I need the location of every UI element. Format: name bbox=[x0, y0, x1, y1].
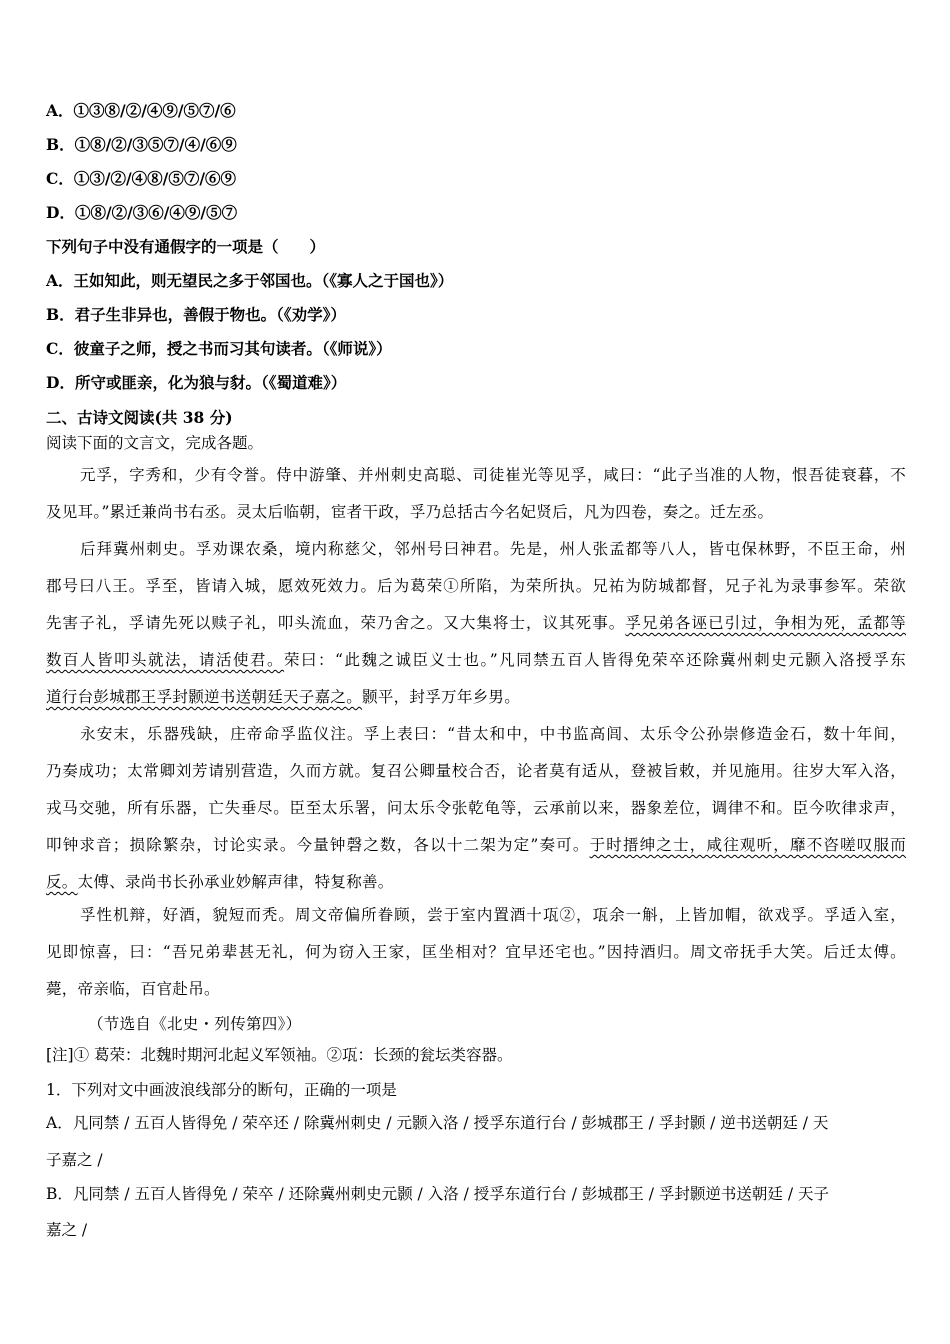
wavy-underlined-text: 道行台彭城郡王孚封颢逆书送朝廷天子嘉之。 bbox=[46, 688, 363, 706]
option-label: B． bbox=[46, 305, 75, 324]
q1-option-a-cont[interactable]: 子嘉之 / bbox=[46, 1151, 103, 1169]
option-label: D． bbox=[46, 203, 75, 222]
prev-option-c[interactable] bbox=[46, 170, 236, 189]
section-instruction: 阅读下面的文言文，完成各题。 bbox=[46, 434, 264, 452]
option-label: A． bbox=[46, 1114, 73, 1132]
tongjia-option-a[interactable] bbox=[46, 272, 453, 291]
option-text: ①⑧/②/③⑥/④⑨/⑤⑦ bbox=[74, 203, 238, 222]
q1-option-b[interactable] bbox=[46, 1185, 829, 1204]
tongjia-option-d[interactable] bbox=[46, 374, 346, 393]
tongjia-option-c[interactable] bbox=[46, 340, 392, 359]
passage-line bbox=[46, 614, 906, 633]
q1-option-a[interactable] bbox=[46, 1114, 828, 1133]
passage-text: 颢平，封孚万年乡男。 bbox=[362, 688, 521, 706]
passage-line: 永安末，乐器残缺，庄帝命孚监仪注。孚上表曰：“昔太和中，中书监高闾、太乐令公孙崇修造金石，数十年间， bbox=[80, 725, 906, 743]
passage-text: 先害子礼，孚请先死以赎子礼，叩头流血，荣乃舍之。又大集将士，议其死事。 bbox=[46, 614, 626, 632]
prev-option-d[interactable] bbox=[46, 204, 237, 223]
option-text: 彼童子之师，授之书而习其句读者。（《师说》） bbox=[73, 339, 392, 358]
q1-option-b-cont[interactable]: 嘉之 / bbox=[46, 1221, 88, 1239]
passage-line bbox=[46, 651, 906, 670]
passage-line: 元孚，字秀和，少有令誉。侍中游肇、并州刺史高聪、司徒崔光等见孚，咸曰：“此子当准的人物，恨吾徒衰暮，不 bbox=[80, 466, 906, 484]
passage-text: 太傅、录尚书长孙承业妙解声律，特复称善。 bbox=[77, 873, 394, 891]
passage-text: 叩钟求音；损除繁杂，讨论实录。今量钟磬之数，各以十二架为定”奏可。 bbox=[46, 836, 590, 854]
option-text: ①③⑧/②/④⑨/⑤⑦/⑥ bbox=[73, 101, 236, 120]
passage-source: （节选自《北史・列传第四》） bbox=[88, 1015, 302, 1033]
tongjia-option-b[interactable] bbox=[46, 306, 346, 325]
passage-line: 郡号曰八王。孚至，皆请入城，愿效死效力。后为葛荣①所陷，为荣所执。兄祐为防城都督，兄子礼为录事参军。荣欲 bbox=[46, 577, 906, 595]
straight-underlined-text: 于时搢绅之士，咸往观听，靡不咨嗟叹服而 bbox=[589, 836, 907, 854]
passage-line: 薨，帝亲临，百官赴吊。 bbox=[46, 980, 220, 998]
passage-line: 见即惊喜，曰：“吾兄弟辈甚无礼，何为窃入王家，匡坐相对？宜早还宅也。”因持酒归。周文帝抚手大笑。后迁太傅。 bbox=[46, 943, 906, 961]
passage-line bbox=[46, 836, 906, 855]
option-text: ①⑧/②/③⑤⑦/④/⑥⑨ bbox=[74, 135, 237, 154]
passage-line: 乃奏成功；太常卿刘芳请别营造，久而方就。复召公卿量校合否，论者莫有适从，登被旨敕，并见施用。往岁大军入洛， bbox=[46, 762, 906, 780]
prev-option-b[interactable] bbox=[46, 136, 237, 155]
annotation-notes: [注]① 葛荣：北魏时期河北起义军领袖。②瓨：长颈的瓮坛类容器。 bbox=[46, 1046, 513, 1064]
passage-line bbox=[46, 873, 394, 892]
option-label: A． bbox=[46, 271, 74, 290]
option-label: B． bbox=[46, 135, 75, 154]
option-label: B． bbox=[46, 1185, 73, 1203]
option-text: 王如知此，则无望民之多于邻国也。（《寡人之于国也》） bbox=[73, 271, 454, 290]
section-title: 二、古诗文阅读(共 38 分) bbox=[46, 408, 233, 427]
option-text: ①③/②/④⑧/⑤⑦/⑥⑨ bbox=[73, 169, 236, 188]
option-label: A． bbox=[46, 101, 74, 120]
option-text: 凡同禁 / 五百人皆得免 / 荣卒还 / 除冀州刺史 / 元颢入洛 / 授孚东道行台 / 彭城郡王 / 孚封颢 / 逆书送朝廷 / 天 bbox=[72, 1114, 829, 1132]
passage-line: 及见耳。”累迁兼尚书右丞。灵太后临朝，宦者干政，孚乃总括古今名妃贤后，凡为四卷，奏之。迁左丞。 bbox=[46, 503, 774, 521]
question-stem-tongjia: 下列句子中没有通假字的一项是（ ） bbox=[46, 237, 326, 256]
option-label: D． bbox=[46, 373, 75, 392]
question-1-stem: 1．下列对文中画波浪线部分的断句，正确的一项是 bbox=[46, 1081, 397, 1099]
passage-line bbox=[46, 688, 520, 707]
option-label: C． bbox=[46, 339, 74, 358]
prev-option-a[interactable] bbox=[46, 102, 236, 121]
passage-line: 戎马交驰，所有乐器，亡失垂尽。臣至太乐署，问太乐令张乾龟等，云承前以来，器象差位，调律不和。臣今吹律求声， bbox=[46, 799, 906, 817]
passage-text: 荣曰：“此魏之诚臣义士也。”凡同禁五百人皆得免荣卒还除冀州刺史元颢入洛授孚东 bbox=[284, 651, 906, 669]
option-text: 凡同禁 / 五百人皆得免 / 荣卒 / 还除冀州刺史元颢 / 入洛 / 授孚东道行台 / 彭城郡王 / 孚封颢逆书送朝廷 / 天子 bbox=[72, 1185, 830, 1203]
passage-line: 孚性机辩，好酒，貌短而秃。周文帝偏所眷顾，尝于室内置酒十瓨②，瓨余一斛，上皆加帽，欲戏孚。孚适入室， bbox=[80, 906, 906, 924]
option-label: C． bbox=[46, 169, 74, 188]
option-text: 君子生非异也，善假于物也。（《劝学》） bbox=[74, 305, 346, 324]
straight-underlined-text: 反。 bbox=[46, 873, 78, 891]
straight-underlined-text: 数百人皆叩头就法，请活使君。 bbox=[46, 651, 285, 669]
straight-underlined-text: 孚兄弟各诬已引过，争相为死，孟都等 bbox=[625, 614, 906, 632]
option-text: 所守或匪亲，化为狼与豺。（《蜀道难》） bbox=[74, 373, 347, 392]
passage-line: 后拜冀州刺史。孚劝课农桑，境内称慈父，邻州号曰神君。先是，州人张孟都等八人，皆屯保林野，不臣王命，州 bbox=[80, 540, 906, 558]
